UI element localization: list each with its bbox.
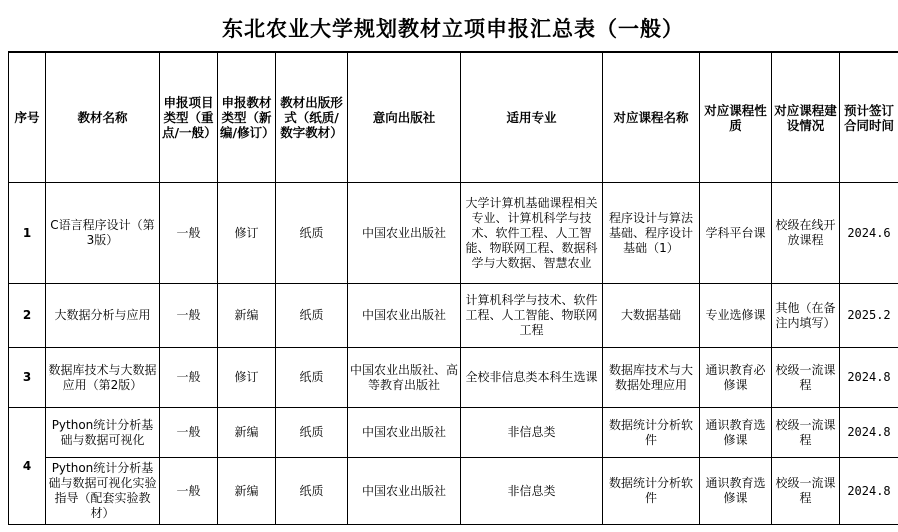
cell-name: Python统计分析基础与数据可视化实验指导（配套实验教材） [46, 458, 160, 525]
cell-publisher: 中国农业出版社 [348, 408, 461, 458]
cell-name: 数据库技术与大数据应用（第2版） [46, 348, 160, 408]
cell-status: 校级在线开放课程 [772, 183, 840, 284]
cell-form: 纸质 [276, 458, 348, 525]
cell-form: 纸质 [276, 284, 348, 348]
cell-status: 校级一流课程 [772, 458, 840, 525]
cell-name: 大数据分析与应用 [46, 284, 160, 348]
cell-level: 一般 [160, 284, 218, 348]
table-row [9, 183, 898, 284]
cell-type: 新编 [218, 284, 276, 348]
table-row [9, 458, 898, 525]
cell-majors: 计算机科学与技术、软件工程、人工智能、物联网工程 [461, 284, 603, 348]
cell-status: 校级一流课程 [772, 348, 840, 408]
cell-type: 修订 [218, 348, 276, 408]
cell-course: 程序设计与算法基础、程序设计基础（1） [603, 183, 700, 284]
header-form: 教材出版形式（纸质/数字教材） [276, 53, 348, 183]
cell-date: 2024.8 [840, 458, 898, 525]
cell-course: 数据库技术与大数据处理应用 [603, 348, 700, 408]
cell-level: 一般 [160, 408, 218, 458]
cell-date: 2024.8 [840, 408, 898, 458]
cell-no: 1 [9, 183, 46, 284]
cell-level: 一般 [160, 458, 218, 525]
cell-no: 3 [9, 348, 46, 408]
header-course: 对应课程名称 [603, 53, 700, 183]
cell-no: 2 [9, 284, 46, 348]
cell-publisher: 中国农业出版社 [348, 284, 461, 348]
cell-nature: 通识教育必修课 [700, 348, 772, 408]
cell-nature: 学科平台课 [700, 183, 772, 284]
cell-publisher: 中国农业出版社、高等教育出版社 [348, 348, 461, 408]
cell-type: 修订 [218, 183, 276, 284]
header-publisher: 意向出版社 [348, 53, 461, 183]
cell-nature: 专业选修课 [700, 284, 772, 348]
table-row [9, 284, 898, 348]
header-level: 申报项目类型（重点/一般） [160, 53, 218, 183]
header-nature: 对应课程性质 [700, 53, 772, 183]
cell-publisher: 中国农业出版社 [348, 458, 461, 525]
cell-name: Python统计分析基础与数据可视化 [46, 408, 160, 458]
cell-level: 一般 [160, 183, 218, 284]
cell-type: 新编 [218, 408, 276, 458]
cell-majors: 全校非信息类本科生选课 [461, 348, 603, 408]
cell-form: 纸质 [276, 408, 348, 458]
cell-status: 校级一流课程 [772, 408, 840, 458]
cell-majors: 非信息类 [461, 408, 603, 458]
cell-nature: 通识教育选修课 [700, 408, 772, 458]
cell-type: 新编 [218, 458, 276, 525]
table-row [9, 348, 898, 408]
header-row [9, 53, 898, 183]
cell-course: 数据统计分析软件 [603, 408, 700, 458]
cell-no: 4 [9, 408, 46, 525]
cell-level: 一般 [160, 348, 218, 408]
header-type: 申报教材类型（新编/修订） [218, 53, 276, 183]
cell-course: 大数据基础 [603, 284, 700, 348]
table-row [9, 408, 898, 458]
header-majors: 适用专业 [461, 53, 603, 183]
sheet-title: 东北农业大学规划教材立项申报汇总表（一般） [8, 4, 898, 52]
header-status: 对应课程建设情况 [772, 53, 840, 183]
cell-form: 纸质 [276, 348, 348, 408]
cell-date: 2025.2 [840, 284, 898, 348]
cell-name: C语言程序设计（第3版） [46, 183, 160, 284]
cell-date: 2024.8 [840, 348, 898, 408]
cell-form: 纸质 [276, 183, 348, 284]
cell-status: 其他（在备注内填写） [772, 284, 840, 348]
cell-majors: 非信息类 [461, 458, 603, 525]
header-date: 预计签订合同时间 [840, 53, 898, 183]
cell-course: 数据统计分析软件 [603, 458, 700, 525]
cell-majors: 大学计算机基础课程相关专业、计算机科学与技术、软件工程、人工智能、物联网工程、数据科学与大数据、智慧农业 [461, 183, 603, 284]
cell-date: 2024.6 [840, 183, 898, 284]
header-name: 教材名称 [46, 53, 160, 183]
header-no: 序号 [9, 53, 46, 183]
summary-table [8, 52, 898, 525]
cell-nature: 通识教育选修课 [700, 458, 772, 525]
cell-publisher: 中国农业出版社 [348, 183, 461, 284]
